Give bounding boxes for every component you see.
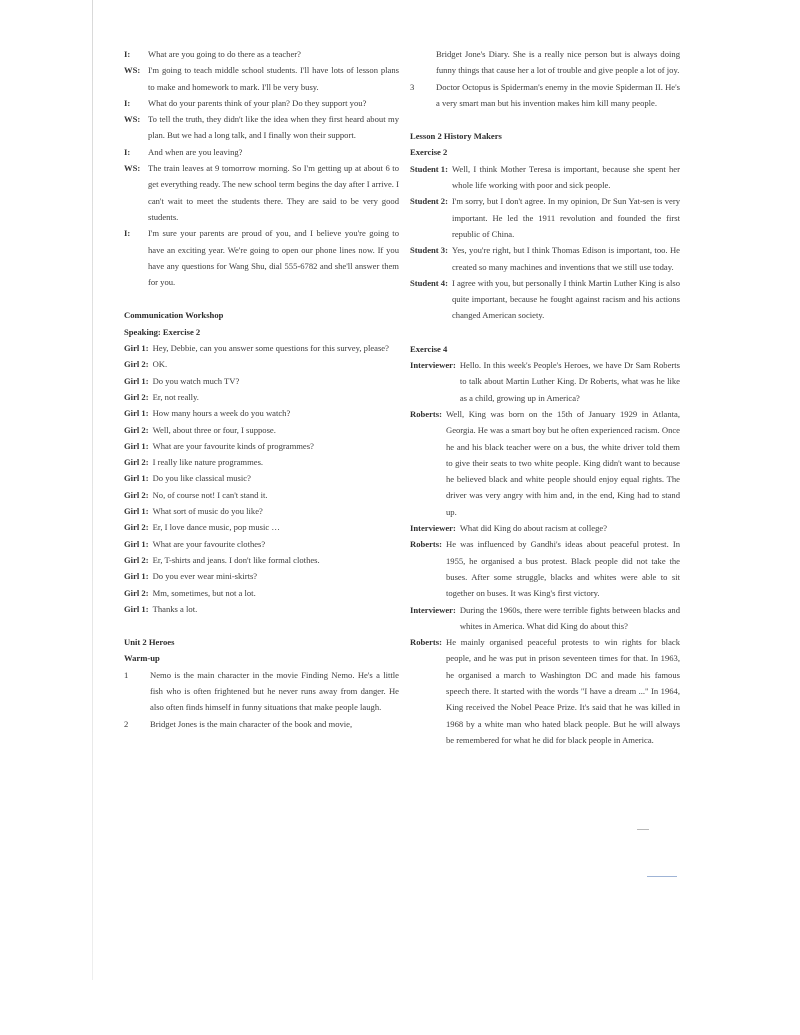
list-item [124,716,399,732]
dialogue-line [410,406,680,520]
speaker: Interviewer: [410,604,456,615]
dialogue-line [124,340,399,356]
exercise-2-title: Exercise 2 [410,147,448,158]
line-text: What are your favourite clothes? [152,538,266,549]
line-text: To tell the truth, they didn't like the idea when they first heard about my plan. But we had a long talk, and I finally won their support. [148,114,399,141]
line-text: During the 1960s, there were terrible fights between blacks and whites in America. What did King do about this? [459,604,680,631]
scan-edge-shadow [92,0,93,980]
exercise-4-dialogue [410,357,680,748]
item-number: 1 [124,669,129,680]
line-text: Hey, Debbie, can you answer some questions for this survey, please? [152,343,389,354]
line-text: Do you ever wear mini-skirts? [152,571,258,582]
line-text: I really like nature programmes. [152,457,264,468]
dialogue-line [124,454,399,470]
item-text: Nemo is the main character in the movie Finding Nemo. He's a little fish who is often frightened but he never runs away from danger. He also often finds himself in funny situations that make people laugh. [150,669,399,713]
item-number: 3 [410,81,415,92]
dialogue-line [124,160,399,225]
item-text: Bridget Jone's Diary. She is a really nice person but is always doing funny things that cause her a lot of trouble and give people a lot of joy. [436,49,680,76]
dialogue-line [410,275,680,324]
speaker: Girl 1: [124,375,149,386]
line-text: What do your parents think of your plan? Do they support you? [148,97,367,108]
section-title: Communication Workshop [124,310,224,321]
line-text: No, of course not! I can't stand it. [152,489,268,500]
dialogue-line [124,62,399,95]
list-item [124,667,399,716]
dialogue-line [124,568,399,584]
line-text: Well, about three or four, I suppose. [152,424,276,435]
line-text: What sort of music do you like? [152,506,263,517]
dialogue-line [410,520,680,536]
dialogue-line [410,357,680,406]
unit-title: Unit 2 Heroes [124,637,175,648]
dialogue-line [124,487,399,503]
line-text: He was influenced by Gandhi's ideas about peaceful protest. In 1955, he organised a bus protest. Black people did not take the buses. After some struggle, blacks and whites were able to sit together on buses. It was King's first victory. [445,539,680,599]
line-text: And when are you leaving? [148,146,243,157]
speaker: Girl 2: [124,587,149,598]
scan-speck [637,829,649,830]
line-text: Do you like classical music? [152,473,251,484]
line-text: Thanks a lot. [152,603,198,614]
line-text: What are you going to do there as a teacher? [148,49,301,59]
speaker: Girl 1: [124,506,149,517]
item-number: 2 [124,718,129,729]
dialogue-line [124,356,399,372]
dialogue-line [410,634,680,748]
line-text: Er, I love dance music, pop music … [152,522,280,533]
scan-mark [647,876,677,877]
exercise-2-dialogue [410,161,680,324]
speaker: Interviewer: [410,523,456,534]
line-text: I'm sorry, but I don't agree. In my opinion, Dr Sun Yat-sen is very important. He led the 1911 revolution and founded the first republic of China. [451,196,680,239]
left-column [124,46,399,732]
warmup-list [124,667,399,732]
line-text: Yes, you're right, but I think Thomas Edison is important, too. He created so many machines and inventions that we still use today. [451,245,680,272]
speaker: Student 1: [410,163,448,174]
lesson-title: Lesson 2 History Makers [410,131,502,142]
line-text: Well, I think Mother Teresa is important, because she spent her whole life working with poor and sick people. [451,163,680,191]
dialogue-line [124,503,399,519]
dialogue-line [124,144,399,160]
line-text: Er, not really. [152,391,199,402]
speaker: Girl 2: [124,522,149,533]
dialogue-line [410,193,680,242]
line-text: I'm going to teach middle school students. I'll have lots of lesson plans to make and homework to mark. I'll be very busy. [148,65,399,92]
speaker: Girl 1: [124,473,149,484]
line-text: I agree with you, but personally I think Martin Luther King is also quite important, because he fought against racism and his actions changed American society. [451,277,680,321]
speaker: Girl 1: [124,440,149,451]
section-subtitle: Speaking: Exercise 2 [124,326,201,337]
speaker: I: [124,228,131,239]
speaker: Roberts: [410,408,442,419]
speaker: Girl 2: [124,554,149,565]
dialogue-line [124,405,399,421]
speaker: Student 4: [410,277,448,288]
exercise-4-title: Exercise 4 [410,343,448,354]
speaker: WS: [124,65,141,76]
speaker: Girl 1: [124,538,149,549]
dialogue-line [410,536,680,601]
dialogue-line [410,242,680,275]
speaker: Girl 1: [124,408,149,419]
line-text: Hello. In this week's People's Heroes, we have Dr Sam Roberts to talk about Martin Luther King. Dr Roberts, what was he like as a child, growing up in America? [459,360,680,403]
line-text: Do you watch much TV? [152,375,240,386]
speaker: Girl 1: [124,603,149,614]
speaker: Student 2: [410,196,448,207]
dialogue-line [124,46,399,62]
speaker: Girl 2: [124,489,149,500]
dialogue-line [124,470,399,486]
dialogue-line [410,602,680,635]
line-text: Er, T-shirts and jeans. I don't like formal clothes. [152,554,320,565]
dialogue-line [124,552,399,568]
dialogue-line [124,111,399,144]
dialogue-line [124,422,399,438]
line-text: The train leaves at 9 tomorrow morning. So I'm getting up at about 6 to get everything ready. The new school term begins the day after I arrive. I can't wait to meet the students there. They are said to be very good students. [148,163,399,222]
line-text: What did King do about racism at college? [459,523,608,534]
speaker: Girl 2: [124,391,149,402]
speaker: Student 3: [410,245,448,256]
list-item-continued [410,46,680,79]
dialogue-line [124,536,399,552]
speaker: Girl 2: [124,457,149,468]
line-text: What are your favourite kinds of programmes? [152,440,314,451]
speaker: Interviewer: [410,360,456,371]
speaker: I: [124,146,131,157]
speaker: Girl 1: [124,571,149,582]
dialogue-line [124,225,399,290]
line-text: I'm sure your parents are proud of you, and I believe you're going to have an exciting year. We're going to open our phone lines now. If you have any questions for Wang Shu, dial 555-6782 and she'll answer them for you. [148,228,399,288]
speaker: Girl 2: [124,359,149,370]
dialogue-line [124,95,399,111]
dialogue-line [124,438,399,454]
list-item [410,79,680,112]
line-text: Well, King was born on the 15th of January 1929 in Atlanta, Georgia. He was a smart boy but he often experienced racism. Once he and his black teacher were on a bus, the white driver told them to give their seats to two white people. King didn't want to because he believed black and white people should enjoy equal rights. The driver was very angry with him and, in the end, King had to stand up. [445,408,680,517]
item-text: Bridget Jones is the main character of the book and movie, [150,718,353,729]
line-text: He mainly organised peaceful protests to win rights for black people, and he was put in prison seventeen times for that. In 1963, he organised a march to Washington DC and made his famous speech there. It started with the words "I have a dream ..." In 1964, King received the Nobel Peace Prize. It's said that he was killed in 1968 by a white man who hated black people. But he will always be remembered for what he did for black people in America. [445,637,680,745]
speaker: Roberts: [410,637,442,648]
line-text: Mm, sometimes, but not a lot. [152,587,256,598]
dialogue-line [124,585,399,601]
right-column [410,46,680,748]
speaker: Girl 1: [124,343,149,354]
dialogue-line [124,519,399,535]
dialogue-line [124,389,399,405]
dialogue-survey [124,340,399,617]
speaker: Roberts: [410,539,442,550]
line-text: OK. [152,359,168,370]
speaker: I: [124,49,131,59]
speaker: WS: [124,163,141,174]
dialogue-wang-shu [124,46,399,290]
dialogue-line [124,373,399,389]
dialogue-line [410,161,680,194]
speaker: WS: [124,114,141,125]
dialogue-line [124,601,399,617]
item-text: Doctor Octopus is Spiderman's enemy in the movie Spiderman II. He's a very smart man but his invention makes him kill many people. [436,81,680,108]
speaker: I: [124,97,131,108]
line-text: How many hours a week do you watch? [152,408,291,419]
unit-subtitle: Warm-up [124,653,160,664]
speaker: Girl 2: [124,424,149,435]
